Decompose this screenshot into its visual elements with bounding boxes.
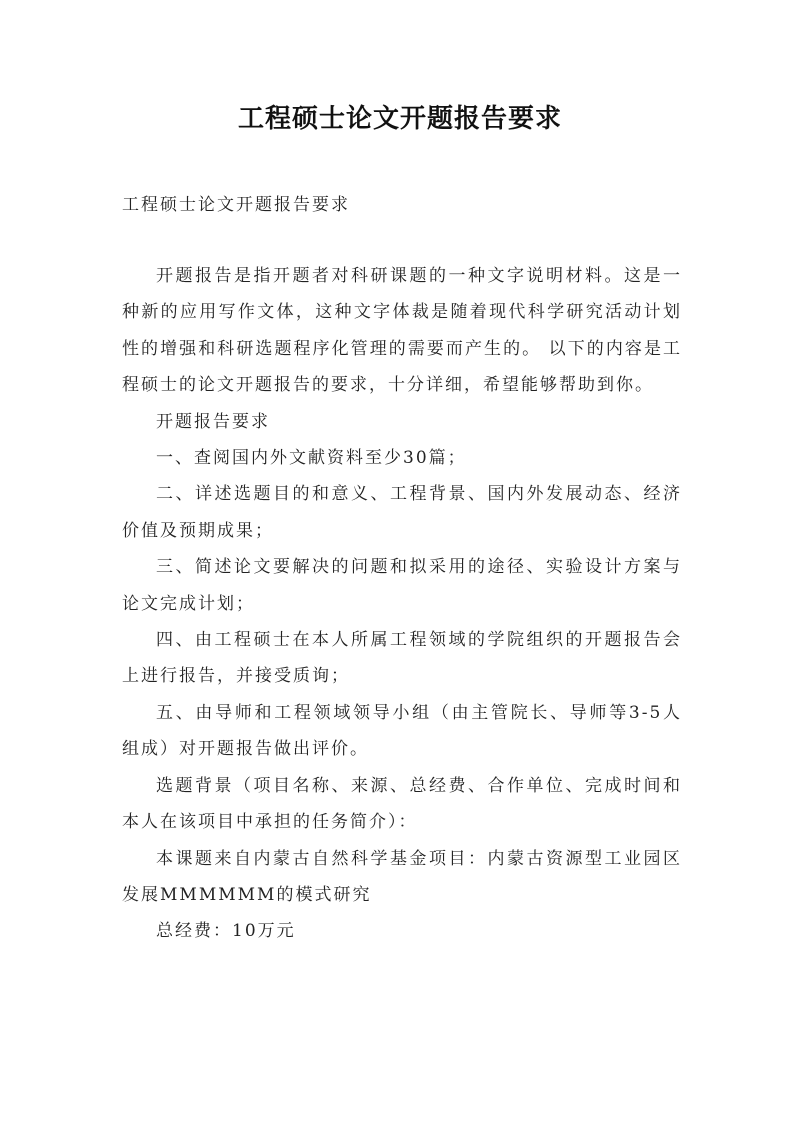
paragraph-item-3: 三、简述论文要解决的问题和拟采用的途径、实验设计方案与论文完成计划； bbox=[122, 557, 682, 614]
document-subtitle: 工程硕士论文开题报告要求 bbox=[122, 195, 350, 215]
paragraph-item-1: 一、查阅国内外文献资料至少30篇； bbox=[156, 448, 467, 469]
paragraph-item-2: 二、详述选题目的和意义、工程背景、国内外发展动态、经济价值及预期成果； bbox=[122, 484, 682, 541]
paragraph-background: 选题背景（项目名称、来源、总经费、合作单位、完成时间和本人在该项目中承担的任务简介）： bbox=[122, 775, 682, 833]
document-title: 工程硕士论文开题报告要求 bbox=[237, 104, 562, 134]
paragraph-item-4: 四、由工程硕士在本人所属工程领域的学院组织的开题报告会上进行报告，并接受质询； bbox=[122, 630, 682, 687]
paragraph-project-source: 本课题来自内蒙古自然科学基金项目：内蒙古资源型工业园区发展MMMMMM的模式研究 bbox=[122, 848, 682, 905]
document-body bbox=[122, 258, 682, 950]
paragraph-total-funding: 总经费：10万元 bbox=[156, 921, 296, 942]
paragraph-item-5: 五、由导师和工程领域领导小组（由主管院长、导师等3-5人组成）对开题报告做出评价。 bbox=[122, 702, 682, 760]
paragraph-intro: 开题报告是指开题者对科研课题的一种文字说明材料。这是一种新的应用写作文体，这种文字体裁是随着现代科学研究活动计划性的增强和科研选题程序化管理的需要而产生的。 以下的内容是工程硕士的论文开题报告的要求，十分详细，希望能够帮助到你。 bbox=[122, 266, 682, 396]
paragraph-heading-requirements: 开题报告要求 bbox=[156, 411, 270, 432]
